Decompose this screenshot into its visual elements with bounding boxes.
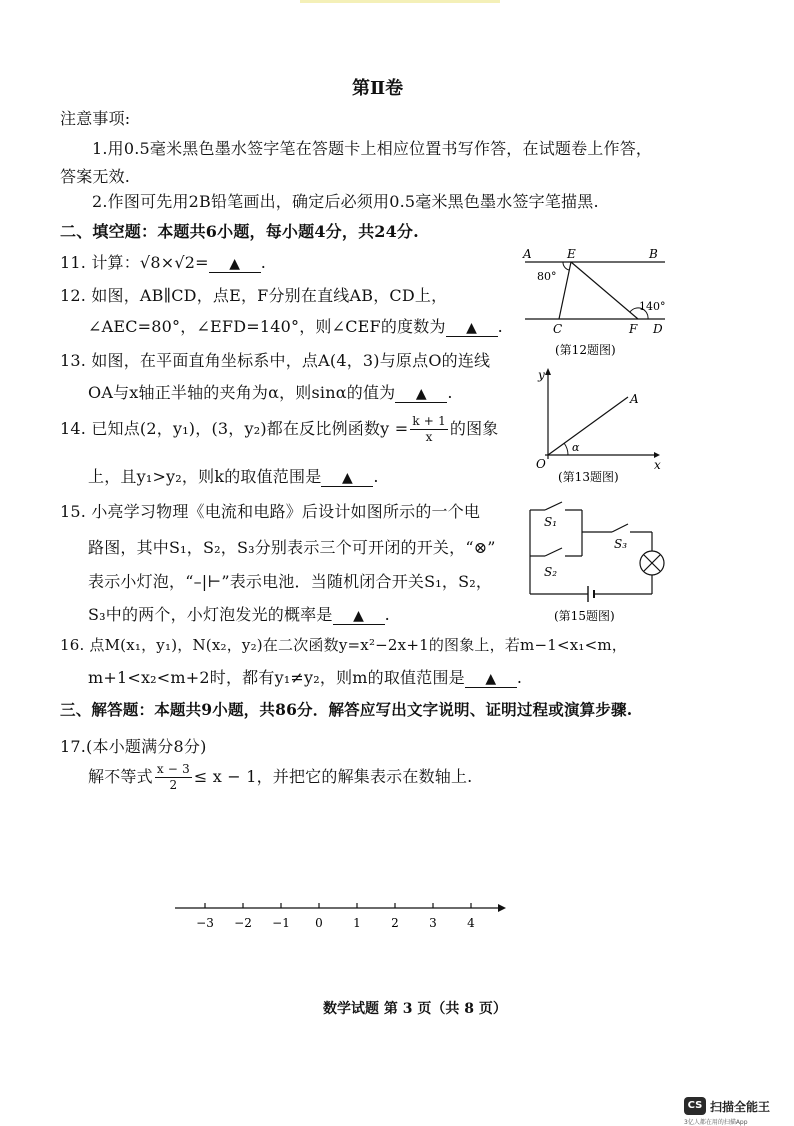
number-line-tick-label: −3 [196, 916, 214, 930]
fraction-denominator: 2 [169, 778, 178, 792]
scanner-watermark [684, 1097, 770, 1115]
q11-dot: . [260, 253, 266, 272]
answer-mark: ▲ [341, 470, 353, 486]
angle-arc-alpha [564, 443, 568, 455]
number-line [170, 896, 510, 936]
scanner-tagline: 3亿人都在用的扫描App [684, 1119, 748, 1126]
top-highlight [300, 0, 500, 3]
figure-13-caption: (第13题图) [558, 470, 619, 484]
fraction-numerator: k + 1 [412, 414, 446, 428]
q14-text: 14. 已知点(2，y₁)，(3，y₂)都在反比例函数y = [60, 419, 409, 438]
number-line-tick-label: 2 [391, 916, 399, 930]
figure-13-coordinate [530, 365, 670, 487]
q15-dot: . [384, 605, 390, 624]
fraction [155, 762, 192, 793]
switch-s2-blade [545, 548, 562, 556]
segment-oa [548, 397, 628, 455]
answer-mark: ▲ [229, 256, 241, 272]
q14-text-post: 的图象 [449, 419, 499, 438]
fraction-numerator: x − 3 [156, 762, 190, 776]
label-80: 80° [537, 270, 557, 283]
label-x: x [654, 458, 661, 472]
switch-s3-blade [612, 524, 628, 532]
question-17-body [88, 762, 472, 793]
figure-12-parallel-lines [515, 244, 675, 362]
q17-text-post: ≤ x − 1，并把它的解集表示在数轴上. [193, 767, 473, 786]
answer-blank [446, 319, 498, 337]
section-3-heading: 三、解答题：本题共9小题，共86分．解答应写出文字说明、证明过程或演算步骤. [60, 700, 633, 719]
answer-blank [321, 469, 373, 487]
q11-text: 11. 计算：√8×√2= [60, 253, 209, 272]
scanner-name: 扫描全能王 [710, 1099, 771, 1114]
notice-heading: 注意事项: [60, 109, 131, 128]
label-a: A [523, 247, 532, 261]
label-140: 140° [639, 300, 666, 313]
question-16-line2 [88, 665, 522, 688]
notice-1-line1: 1.用0.5毫米黑色墨水签字笔在答题卡上相应位置书写作答，在试题卷上作答， [92, 139, 653, 158]
section-2-heading: 二、填空题：本题共6小题，每小题4分，共24分. [60, 222, 419, 241]
fraction [410, 414, 448, 445]
label-e: E [567, 247, 576, 261]
figure-15-circuit [520, 494, 680, 626]
segment-ef [571, 262, 638, 319]
question-14-line1 [60, 414, 499, 445]
label-o: O [536, 457, 546, 471]
answer-blank [333, 607, 385, 625]
label-s2: S₂ [544, 565, 558, 579]
figure-15-caption: (第15题图) [554, 609, 615, 623]
question-12-line2 [88, 314, 503, 337]
label-b: B [649, 247, 658, 261]
question-15-line1: 15. 小亮学习物理《电流和电路》后设计如图所示的一个电 [60, 502, 481, 521]
question-15-line2: 路图，其中S₁，S₂，S₃分别表示三个可开闭的开关，“⊗” [88, 538, 496, 557]
label-a: A [630, 392, 639, 406]
switch-s1-blade [545, 502, 562, 510]
q14-dot: . [373, 467, 379, 486]
label-s3: S₃ [614, 537, 628, 551]
answer-blank [395, 385, 447, 403]
label-c: C [553, 322, 563, 336]
question-16-line1: 16. 点M(x₁，y₁)，N(x₂，y₂)在二次函数y=x²−2x+1的图象上，若m−1<x₁<m， [60, 636, 628, 654]
answer-mark: ▲ [353, 608, 365, 624]
answer-mark: ▲ [415, 386, 427, 402]
question-13-line1: 13. 如图，在平面直角坐标系中，点A(4，3)与原点O的连线 [60, 351, 491, 370]
label-s1: S₁ [544, 515, 558, 529]
angle-arc-80 [563, 262, 569, 270]
q13-dot: . [447, 383, 453, 402]
q12-dot: . [497, 317, 503, 336]
y-axis-arrow [545, 368, 551, 375]
fraction-denominator: x [425, 430, 433, 444]
q17-text: 解不等式 [88, 767, 153, 786]
number-line-tick-label: 1 [353, 916, 361, 930]
page-footer: 数学试题 第 3 页（共 8 页） [323, 1001, 507, 1017]
number-line-tick-label: −1 [272, 916, 290, 930]
scanner-logo-icon: CS [684, 1097, 706, 1115]
question-14-line2 [88, 464, 379, 487]
label-f: F [629, 322, 638, 336]
label-d: D [653, 322, 663, 336]
q14-text2: 上，且y₁>y₂，则k的取值范围是 [88, 467, 322, 486]
number-line-tick-label: 0 [315, 916, 323, 930]
notice-1-line2: 答案无效. [60, 167, 131, 186]
segment-ec [559, 262, 571, 319]
q12-text: ∠AEC=80°，∠EFD=140°，则∠CEF的度数为 [88, 317, 446, 336]
answer-mark: ▲ [485, 671, 497, 687]
question-12-line1: 12. 如图，AB∥CD，点E，F分别在直线AB，CD上， [60, 286, 448, 305]
question-13-line2 [88, 380, 453, 403]
question-15-line3: 表示小灯泡，“–|⊢”表示电池．当随机闭合开关S₁，S₂， [88, 572, 493, 591]
q15-text: S₃中的两个，小灯泡发光的概率是 [88, 605, 333, 624]
question-15-line4 [88, 602, 390, 625]
q16-dot: . [516, 668, 523, 687]
answer-blank [465, 670, 517, 688]
figure-12-caption: (第12题图) [555, 343, 616, 357]
answer-blank [209, 255, 261, 273]
number-line-arrow [498, 904, 506, 912]
notice-2: 2.作图可先用2B铅笔画出，确定后必须用0.5毫米黑色墨水签字笔描黑. [92, 192, 599, 211]
label-y: y [538, 368, 545, 382]
answer-mark: ▲ [466, 320, 478, 336]
q13-text: OA与x轴正半轴的夹角为α，则sinα的值为 [88, 383, 396, 402]
question-17-heading: 17.(本小题满分8分) [60, 737, 207, 756]
number-line-tick-label: −2 [234, 916, 252, 930]
number-line-tick-label: 3 [429, 916, 437, 930]
number-line-ticks [196, 903, 475, 930]
q16-text: m+1<x₂<m+2时，都有y₁≠y₂，则m的取值范围是 [88, 668, 465, 687]
number-line-tick-label: 4 [467, 916, 475, 930]
question-11 [60, 250, 266, 273]
page-title: 第Ⅱ卷 [352, 78, 404, 99]
label-alpha: α [572, 441, 580, 454]
